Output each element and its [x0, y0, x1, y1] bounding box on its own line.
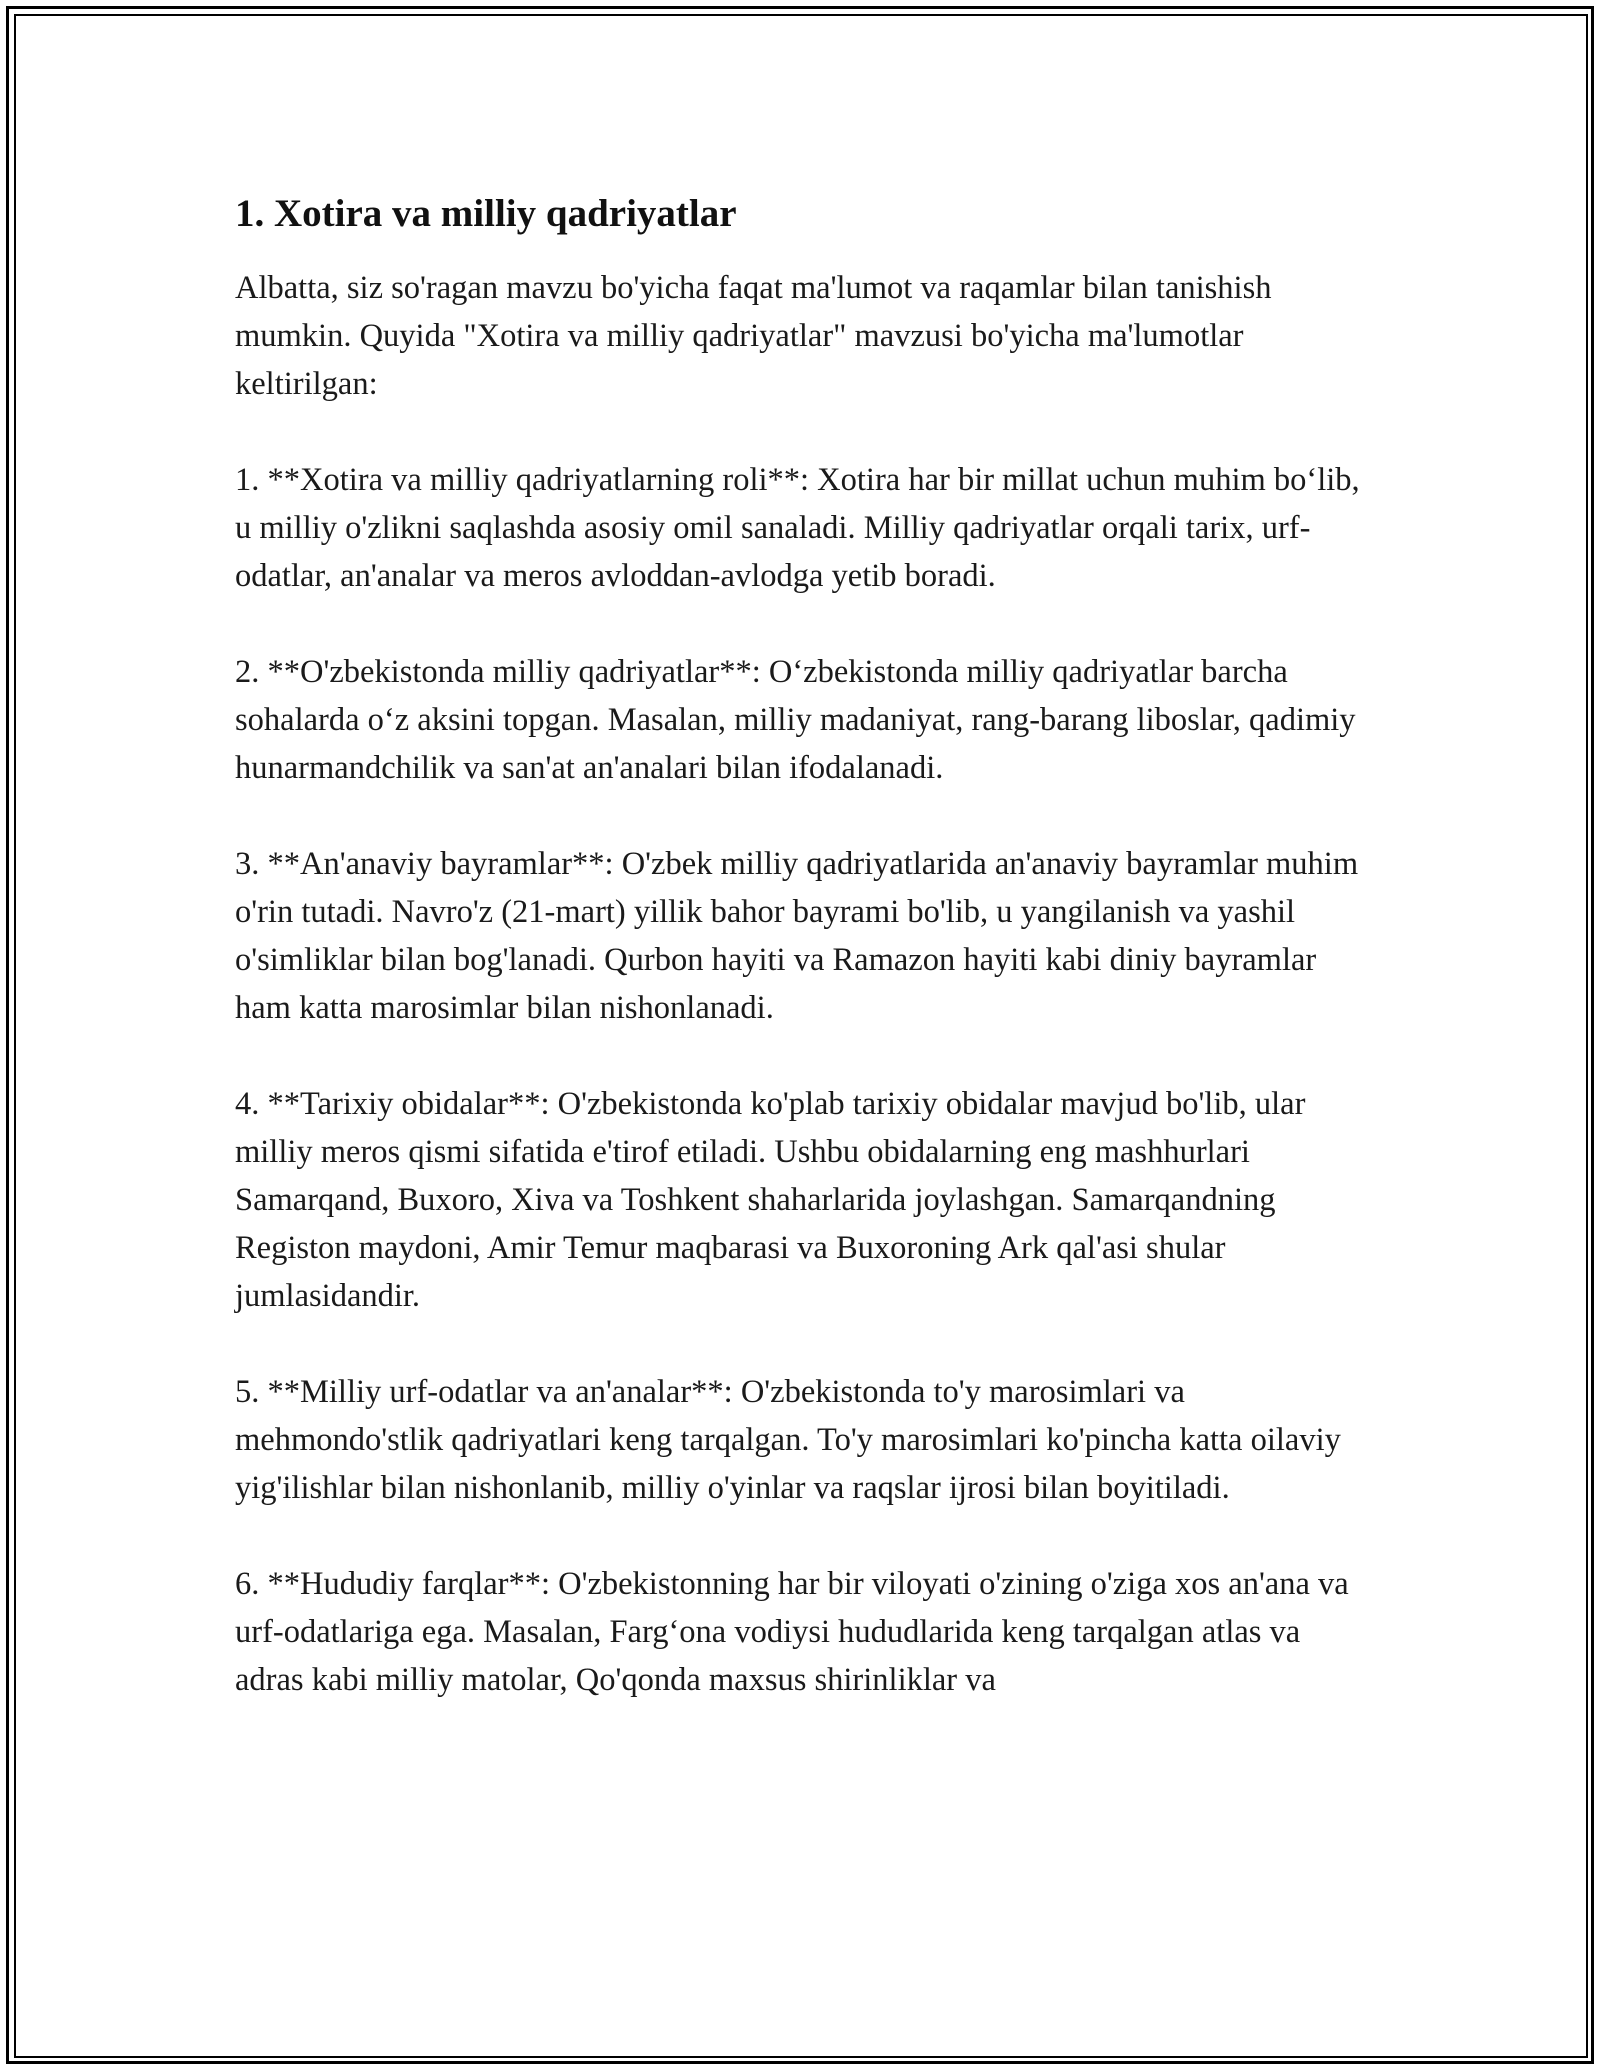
- paragraph-item-4: 4. **Tarixiy obidalar**: O'zbekistonda ko'plab tarixiy obidalar mavjud bo'lib, ular milliy meros qismi sifatida e'tirof etiladi. Ushbu obidalarning eng mashhurlari Samarqand, Buxoro, Xiva va Toshkent shaharlarida joylashgan. Samarqandning Registon maydoni, Amir Temur maqbarasi va Buxoroning Ark qal'asi shular jumlasidandir.: [235, 1086, 1306, 1314]
- paragraph-item-1: 1. **Xotira va milliy qadriyatlarning roli**: Xotira har bir millat uchun muhim bo‘lib, u milliy o'zlikni saqlashda asosiy omil sanaladi. Milliy qadriyatlar orqali tarix, urf-odatlar, an'analar va meros avloddan-avlodga yetib boradi.: [235, 462, 1360, 594]
- paragraph-item-3: 3. **An'anaviy bayramlar**: O'zbek milliy qadriyatlarida an'anaviy bayramlar muhim o'rin tutadi. Navro'z (21-mart) yillik bahor bayrami bo'lib, u yangilanish va yashil o'simliklar bilan bog'lanadi. Qurbon hayiti va Ramazon hayiti kabi diniy bayramlar ham katta marosimlar bilan nishonlanadi.: [235, 846, 1359, 1026]
- paragraph-item-6: 6. **Hududiy farqlar**: O'zbekistonning har bir viloyati o'zining o'ziga xos an'ana va urf-odatlariga ega. Masalan, Farg‘ona vodiysi hududlarida keng tarqalgan atlas va adras kabi milliy matolar, Qo'qonda maxsus shirinliklar va: [235, 1566, 1349, 1698]
- section-heading: 1. Xotira va milliy qadriyatlar: [235, 192, 737, 235]
- document-body: [235, 190, 1375, 1752]
- paragraph-item-2: 2. **O'zbekistonda milliy qadriyatlar**: O‘zbekistonda milliy qadriyatlar barcha sohalarda o‘z aksini topgan. Masalan, milliy madaniyat, rang-barang liboslar, qadimiy hunarmandchilik va san'at an'analari bilan ifodalanadi.: [235, 654, 1356, 786]
- paragraph-item-5: 5. **Milliy urf-odatlar va an'analar**: O'zbekistonda to'y marosimlari va mehmondo'stlik qadriyatlari keng tarqalgan. To'y marosimlari ko'pincha katta oilaviy yig'ilishlar bilan nishonlanib, milliy o'yinlar va raqslar ijrosi bilan boyitiladi.: [235, 1374, 1341, 1506]
- intro-paragraph: Albatta, siz so'ragan mavzu bo'yicha faqat ma'lumot va raqamlar bilan tanishish mumkin. Quyida "Xotira va milliy qadriyatlar" mavzusi bo'yicha ma'lumotlar keltirilgan:: [235, 270, 1272, 402]
